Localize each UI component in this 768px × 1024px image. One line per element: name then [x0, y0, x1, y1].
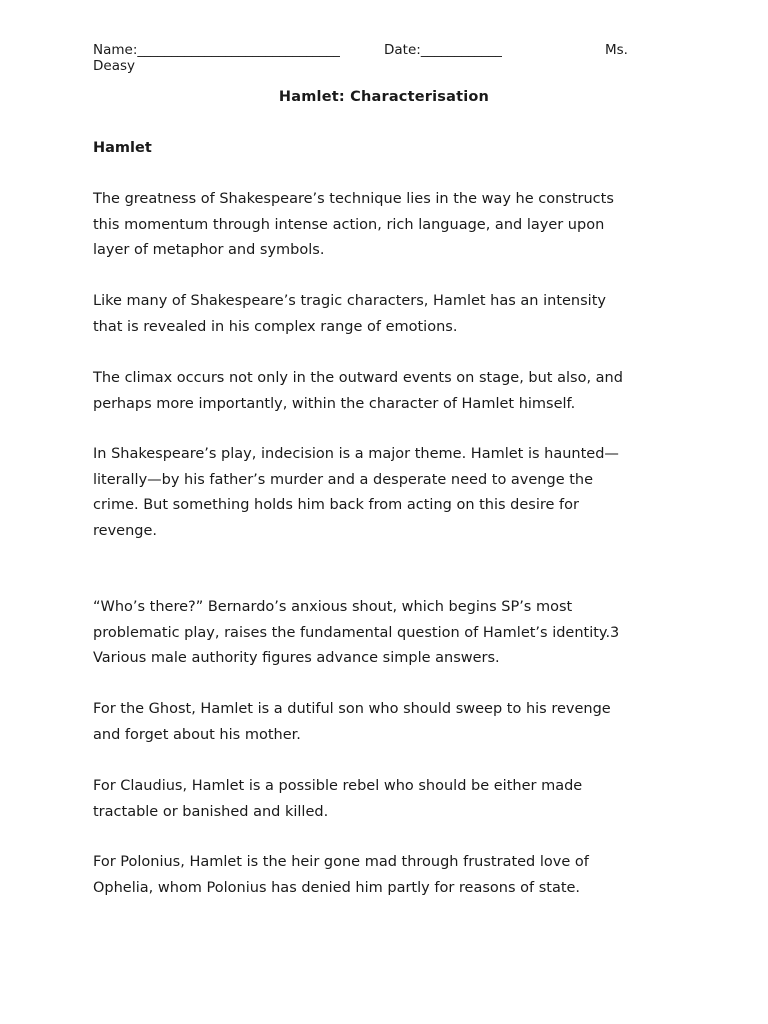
paragraph-line: For Claudius, Hamlet is a possible rebel who should be either made	[93, 778, 583, 794]
paragraph-2	[93, 289, 673, 340]
name-field-label: Name:______________________________	[93, 42, 340, 58]
paragraph-1	[93, 187, 673, 264]
paragraph-line: Ophelia, whom Polonius has denied him partly for reasons of state.	[93, 879, 581, 896]
paragraph-6	[93, 697, 673, 748]
paragraph-line: and forget about his mother.	[93, 726, 301, 743]
paragraph-line: that is revealed in his complex range of emotions.	[93, 318, 458, 335]
paragraph-line: problematic play, raises the fundamental question of Hamlet’s identity.3	[93, 624, 620, 641]
paragraph-line: For Polonius, Hamlet is the heir gone mad through frustrated love of	[93, 854, 589, 870]
paragraph-line: literally—by his father’s murder and a desperate need to avenge the	[93, 471, 594, 488]
paragraph-line: crime. But something holds him back from acting on this desire for	[93, 497, 579, 513]
paragraph-line: this momentum through intense action, rich language, and layer upon	[93, 216, 605, 233]
date-field-label: Date:____________	[384, 42, 502, 58]
paragraph-3	[93, 366, 673, 417]
paragraph-line: “Who’s there?” Bernardo’s anxious shout, which begins SP’s most	[93, 599, 573, 615]
paragraph-line: The climax occurs not only in the outward events on stage, but also, and	[93, 370, 623, 386]
paragraph-line: Like many of Shakespeare’s tragic characters, Hamlet has an intensity	[93, 293, 606, 309]
paragraph-8	[93, 850, 673, 901]
paragraph-line: revenge.	[93, 522, 157, 539]
document-title: Hamlet: Characterisation	[278, 89, 490, 105]
paragraph-4	[93, 442, 673, 544]
paragraph-7	[93, 774, 673, 825]
teacher-name-part2: Deasy	[93, 58, 135, 74]
teacher-name-part1: Ms.	[605, 42, 628, 58]
paragraph-5	[93, 595, 673, 672]
section-heading: Hamlet	[93, 140, 152, 156]
paragraph-line: tractable or banished and killed.	[93, 803, 329, 820]
paragraph-line: For the Ghost, Hamlet is a dutiful son who should sweep to his revenge	[93, 701, 611, 717]
paragraph-line: layer of metaphor and symbols.	[93, 242, 325, 258]
paragraph-line: perhaps more importantly, within the character of Hamlet himself.	[93, 395, 576, 412]
paragraph-line: The greatness of Shakespeare’s technique lies in the way he constructs	[93, 191, 614, 207]
paragraph-line: Various male authority figures advance simple answers.	[93, 650, 500, 666]
paragraph-line: In Shakespeare’s play, indecision is a major theme. Hamlet is haunted—	[93, 446, 619, 462]
